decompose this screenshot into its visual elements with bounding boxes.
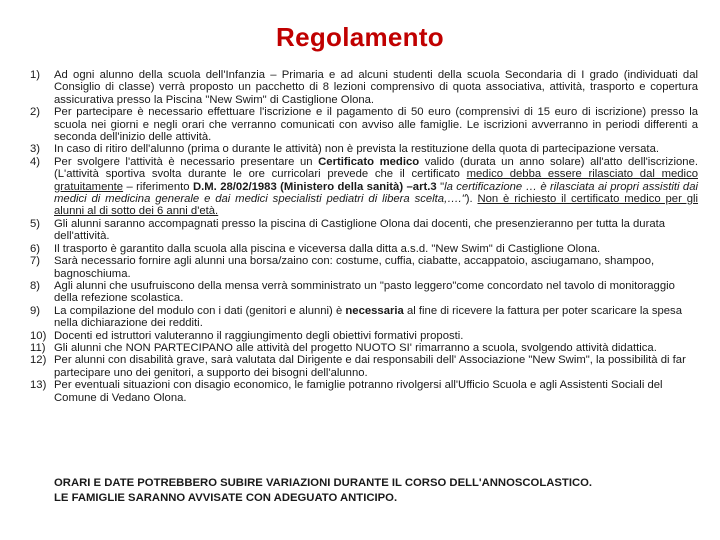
rule-item-3 (30, 143, 698, 155)
rule-number: 6) (30, 242, 41, 255)
rule-text: Gli alunni saranno accompagnati presso la piscina di Castiglione Olona dai docenti, che presenzieranno per tutta la durata dell'attività. (54, 217, 666, 243)
rule-item-5 (30, 218, 698, 243)
rule-text-part: La compilazione del modulo con i dati (genitori e alunni) è (54, 304, 346, 317)
footer-notice (54, 476, 694, 505)
rule-number: 13) (30, 379, 47, 392)
required-label: necessaria (345, 304, 404, 317)
rule-text-part: " (436, 180, 445, 193)
rule-number: 11) (30, 341, 46, 354)
rule-text: Agli alunni che usufruiscono della mensa verrà somministrato un "pasto leggero"come concordato nel tavolo di monitoraggio della refezione scolastica. (54, 279, 675, 305)
rule-number: 1) (30, 69, 41, 81)
rule-item-11 (30, 342, 698, 354)
rule-text: Per eventuali situazioni con disagio economico, le famiglie potranno rivolgersi all'Ufficio Scuola e agli Assistenti Sociali del Comune di Vedano Olona. (54, 379, 663, 404)
rule-number: 5) (30, 217, 41, 230)
rule-item-7 (30, 255, 698, 280)
rule-item-6 (30, 243, 698, 255)
rule-item-13 (30, 379, 698, 404)
rule-text: Per partecipare è necessario effettuare l'iscrizione e il pagamento di 50 euro (comprensivi di 15 euro di iscrizione) presso la scuola nei giorni e negli orari che verranno comunicati con avviso alle famiglie. Le iscrizioni avverranno in periodi differenti a seconda dell'inizio delle attività. (54, 106, 698, 144)
rule-number: 2) (30, 106, 41, 119)
rule-text: Docenti ed istruttori valuteranno il raggiungimento degli obiettivi formativi proposti. (54, 329, 464, 342)
rule-number: 4) (30, 155, 41, 168)
free-certificate-note: medico debba essere rilasciato dal medico gratuitamente (54, 168, 698, 193)
medical-certificate-label: Certificato medico (318, 155, 420, 168)
rule-text: Il trasporto è garantito dalla scuola alla piscina e viceversa dalla ditta a.s.d. "New Swim" di Castiglione Olona. (54, 242, 601, 255)
rule-text: Gli alunni che NON PARTECIPANO alle attività del progetto NUOTO SI' rimarranno a scuola, svolgendo attività didattica. (54, 341, 657, 354)
rule-text-part: ). (465, 193, 478, 206)
rule-text: Sarà necessario fornire agli alunni una borsa/zaino con: costume, cuffia, ciabatte, accappatoio, asciugamano, shampoo, bagnoschiuma. (54, 255, 655, 280)
rule-item-2 (30, 106, 698, 143)
decree-quote: la certificazione … è rilasciata ai propri assistiti dai medici di medicina generale e dai medici specialisti pediatri di libera scelta,…." (54, 180, 698, 206)
rule-text-part: valido (durata un anno solare) all'atto dell'iscrizione. (L'attività sportiva svolta durante le ore curricolari prevede che il certificato (54, 155, 698, 181)
rule-number: 9) (30, 304, 41, 317)
rule-item-8 (30, 280, 698, 305)
rule-number: 7) (30, 255, 41, 268)
rules-list (30, 69, 698, 404)
rule-text-part: – riferimento (123, 180, 193, 193)
rule-item-10 (30, 330, 698, 342)
rule-text-part: al fine di ricevere la fattura per poter scaricare la spesa nella dichiarazione dei redditi. (54, 304, 682, 330)
rule-number: 8) (30, 279, 41, 292)
decree-reference: D.M. 28/02/1983 (Ministero della sanità) –art.3 (192, 180, 437, 193)
rule-number: 10) (30, 329, 47, 342)
footer-line: ORARI E DATE POTREBBERO SUBIRE VARIAZIONI DURANTE IL CORSO DELL'ANNOSCOLASTICO. (54, 477, 593, 489)
rule-text: In caso di ritiro dell'alunno (prima o durante le attività) non è prevista la restituzione della quota di partecipazione versata. (54, 143, 659, 156)
rule-text-part: Per svolgere l'attività è necessario presentare un (54, 155, 319, 168)
page-title: Regolamento (276, 22, 444, 52)
rule-item-1 (30, 69, 698, 106)
rule-text: Per alunni con disabilità grave, sarà valutata dal Dirigente e dai responsabili dell' Associazione "New Swim", la possibilità di far partecipare uno dei genitori, a supporto dei bisogni dell'alunno. (54, 354, 686, 379)
rule-item-4 (30, 156, 698, 218)
rule-text (54, 305, 698, 330)
rule-number: 12) (30, 354, 47, 367)
rule-item-9 (30, 305, 698, 330)
under-six-exemption-note: Non è richiesto il certificato medico per gli alunni al di sotto dei 6 anni d'età. (54, 193, 699, 218)
rule-item-12 (30, 354, 698, 379)
footer-line: LE FAMIGLIE SARANNO AVVISATE CON ADEGUATO ANTICIPO. (54, 491, 398, 504)
rule-text (54, 156, 698, 218)
rule-number: 3) (30, 143, 41, 156)
rule-text: Ad ogni alunno della scuola dell'Infanzia – Primaria e ad alcuni studenti della scuola Secondaria di I grado (individuati dal Consiglio di classe) verrà proposto un pacchetto di 8 lezioni comprensivo di quota associativa, attività, trasporto e copertura assicurativa presso la Piscina "New Swim" di Castiglione Olona. (54, 69, 698, 106)
